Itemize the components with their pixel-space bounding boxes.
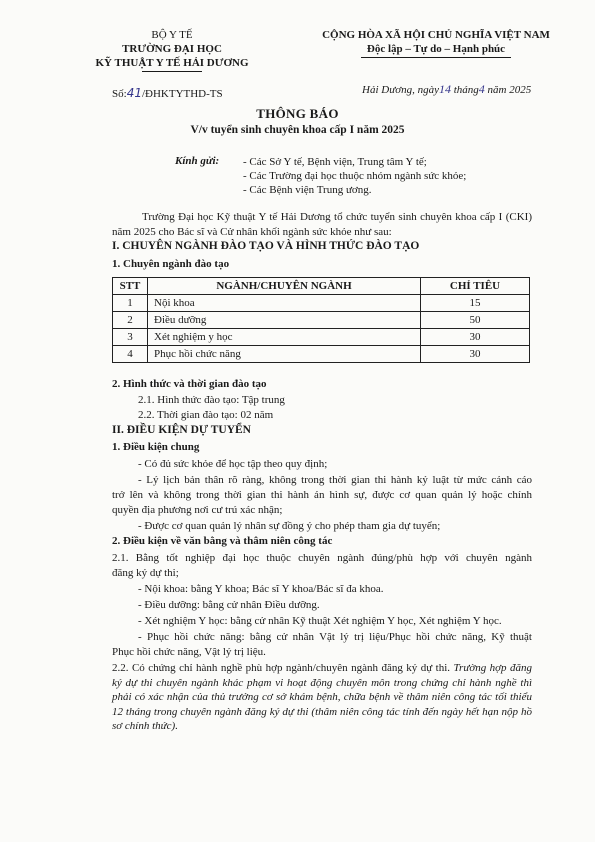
subsection-1-1-heading: 1. Chuyên ngành đào tạo (112, 258, 230, 270)
section-2-heading: II. ĐIỀU KIỆN DỰ TUYỂN (112, 424, 251, 436)
cell-stt: 4 (113, 346, 148, 363)
cell-major: Điều dưỡng (148, 312, 421, 329)
training-mode: 2.1. Hình thức đào tạo: Tập trung (138, 394, 285, 406)
national-motto: Độc lập – Tự do – Hạnh phúc (366, 43, 506, 55)
section-1-heading: I. CHUYÊN NGÀNH ĐÀO TẠO VÀ HÌNH THỨC ĐÀO TẠO (112, 240, 420, 252)
issue-date (362, 82, 531, 97)
cell-major: Xét nghiệm y học (148, 329, 421, 346)
degree-rehab-line1: - Phục hồi chức năng: bằng cử nhân Vật lý trị liệu/Phục hồi chức năng, Kỹ thuật (138, 631, 532, 643)
date-year: năm 2025 (487, 84, 532, 96)
degree-requirement-line2: đăng ký dự thi; (112, 567, 179, 579)
condition-approval: - Được cơ quan quản lý nhân sự đồng ý cho phép tham gia dự tuyển; (138, 520, 441, 532)
degree-nursing: - Điều dưỡng: bằng cử nhân Điều dưỡng. (138, 599, 320, 611)
motto-divider (361, 57, 511, 58)
table-row (113, 295, 530, 312)
col-stt: STT (113, 278, 148, 295)
recipient-item: - Các Bệnh viện Trung ương. (243, 184, 372, 196)
cell-stt: 2 (113, 312, 148, 329)
training-duration: 2.2. Thời gian đào tạo: 02 năm (138, 409, 274, 421)
document-number (112, 86, 223, 100)
subsection-1-2-heading: 2. Hình thức và thời gian đào tạo (112, 378, 267, 390)
doc-number-value: 41 (126, 86, 142, 100)
cell-quota: 50 (421, 312, 530, 329)
recipient-item: - Các Trường đại học thuộc nhóm ngành sức khỏe; (243, 170, 467, 182)
doc-number-label: Số: (112, 88, 127, 100)
table-row (113, 312, 530, 329)
cell-major: Nội khoa (148, 295, 421, 312)
condition-health: - Có đủ sức khỏe để học tập theo quy định; (138, 458, 328, 470)
license-requirement-note: Trường hợp đăng ký dự thi chuyên ngành khác phạm vi hoạt động chuyên môn trong chứng chỉ hành nghề thì phải có xác nhận của thủ trưởng cơ sở khám bệnh, chữa bệnh về thâm niên công tác tối thiểu 12 tháng trong chuyên ngành đăng ký dự thi (thâm niên công tác tính đến ngày hết hạn nộp hồ sơ chính thức). (112, 662, 532, 732)
license-requirement (112, 661, 532, 734)
table-row (113, 329, 530, 346)
cell-quota: 30 (421, 329, 530, 346)
republic-name: CỘNG HÒA XÃ HỘI CHỦ NGHĨA VIỆT NAM (322, 29, 550, 41)
condition-background-line2: trở lên và không trong thời gian thi hành án hình sự, được cơ quan quản lý hoặc chính (112, 489, 532, 501)
recipients-list (243, 155, 466, 197)
degree-internal-medicine: - Nội khoa: bằng Y khoa; Bác sĩ Y khoa/Bác sĩ đa khoa. (138, 583, 384, 595)
date-month-label: tháng (453, 84, 479, 96)
col-major: NGÀNH/CHUYÊN NGÀNH (148, 278, 421, 295)
degree-lab-medicine: - Xét nghiệm Y học: bằng cử nhân Kỹ thuật Xét nghiệm Y học, Xét nghiệm Y học. (138, 615, 502, 627)
table-row (113, 346, 530, 363)
ministry-name: BỘ Y TẾ (151, 29, 193, 41)
condition-background-line3: quyền địa phương nơi cư trú xác nhận; (112, 504, 283, 516)
cell-stt: 1 (113, 295, 148, 312)
degree-rehab-line2: Phục hồi chức năng, Vật lý trị liệu. (112, 646, 266, 658)
date-day: 14 (438, 82, 451, 96)
school-name-line2: KỸ THUẬT Y TẾ HẢI DƯƠNG (95, 57, 249, 69)
header-divider (142, 71, 202, 72)
cell-quota: 30 (421, 346, 530, 363)
subsection-2-1-heading: 1. Điều kiện chung (112, 441, 200, 453)
date-place: Hải Dương, ngày (362, 84, 439, 96)
recipients-label: Kính gửi: (175, 155, 220, 167)
recipient-item: - Các Sở Y tế, Bệnh viện, Trung tâm Y tế; (243, 156, 427, 168)
degree-requirement-line1: 2.1. Bằng tốt nghiệp đại học thuộc chuyên ngành đúng/phù hợp với chuyên ngành (112, 552, 532, 564)
doc-number-suffix: /ĐHKTYTHD-TS (141, 88, 223, 100)
issuer-header (82, 28, 262, 72)
table-header-row (113, 278, 530, 295)
document-title: THÔNG BÁO (256, 106, 339, 121)
cell-quota: 15 (421, 295, 530, 312)
quota-table (112, 277, 530, 363)
condition-background-line1: - Lý lịch bản thân rõ ràng, không trong thời gian thi hành kỷ luật từ mức cảnh cáo (138, 474, 532, 486)
date-month: 4 (478, 82, 485, 96)
subsection-2-2-heading: 2. Điều kiện về văn bằng và thâm niên công tác (112, 535, 333, 547)
document-subtitle: V/v tuyển sinh chuyên khoa cấp I năm 2025 (190, 124, 405, 136)
cell-stt: 3 (113, 329, 148, 346)
intro-paragraph: Trường Đại học Kỹ thuật Y tế Hải Dương tổ chức tuyển sinh chuyên khoa cấp I (CKI) năm 2025 cho Bác sĩ và Cử nhân khối ngành sức khỏe như sau: (112, 211, 532, 238)
col-quota: CHỈ TIÊU (421, 278, 530, 295)
school-name-line1: TRƯỜNG ĐẠI HỌC (122, 43, 222, 55)
cell-major: Phục hồi chức năng (148, 346, 421, 363)
license-requirement-text: 2.2. Có chứng chỉ hành nghề phù hợp ngành/chuyên ngành đăng ký dự thi. (112, 662, 451, 674)
national-header (296, 28, 576, 58)
